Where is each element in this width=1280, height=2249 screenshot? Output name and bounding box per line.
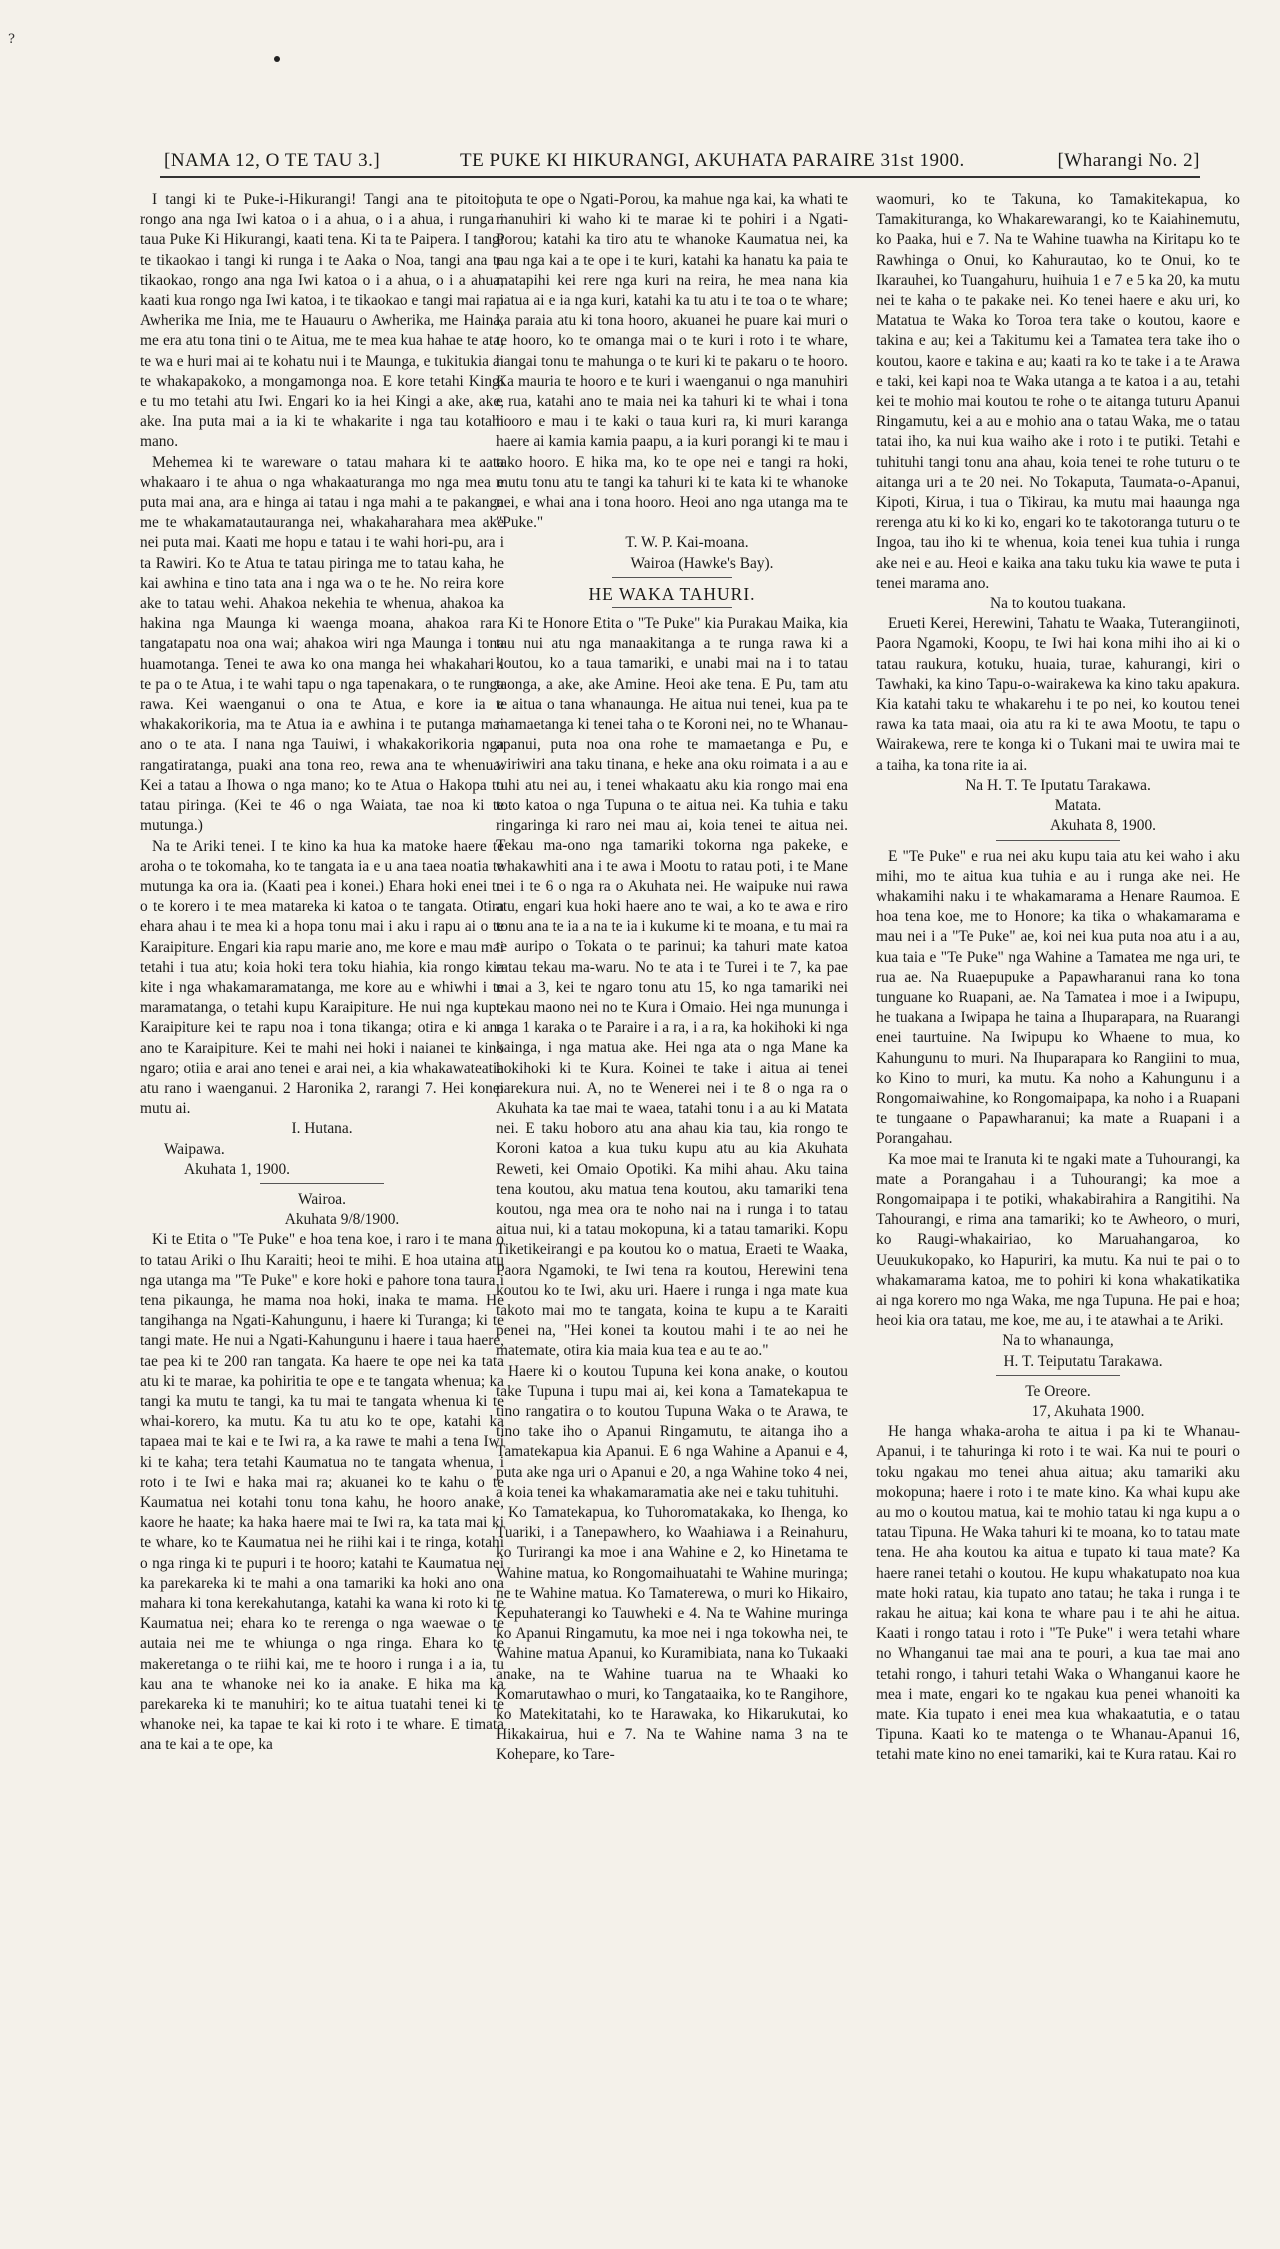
article-paragraph: Ka moe mai te Iranuta ki te ngaki mate a Tuhourangi, ka mate a Porangahau i a Tuhourangi; ka moe a Rongomaipapa i te potiki, whakabirahira a Rangitihi. Na Tahourangi, e rima ana tamariki; ko te Awheoro, o muri, ko Raugi-whakairiao, ko Maruahangaroa, ko Ueuukukopako, ko Hapuriri, ka mutu. Ka nui te pai o to whakamarama katoa, me to pohiri ki kona whakatikatika ai nga korero mo nga Waka, me nga Tupuna. He pai e hoa; heoi kia ora tatau, me koe, me au, i te atawhai a te Ariki. xyxy=(876,1150,1240,1330)
signature-place: Matata. xyxy=(1054,797,1102,815)
section-divider xyxy=(612,607,732,608)
article-paragraph: puta te ope o Ngati-Porou, ka mahue nga kai, ka whati te manuhiri ki waho ki te marae ki te pohiri i a Ngati-Porou; katahi ka tiro atu te whanoke Kaumatua nei, ka pau nga kai a te ope i te kuri, katahi ka hanatu ka paia te matapihi kei rere nga kuri na reira, he mea nana kia patua ai e ia nga kuri, katahi ka tu atu i te toa o te whare; ka paraia atu ki tona hooro, akuanei he puare kai muri o te hooro, ko te omanga mai o te kuri i roto i te whare, hangai tonu te mahunga o te kuri ki te pakaru o te hooro. Ka mauria te hooro e te kuri i waenganui o nga manuhiri e rua, katahi ano te maia nei ka tahuri ki te whai i tona hooro e mau i te kaki o taua kuri ra, ki muri karanga haere ai kamia kamia paapu, a ia kuri porangi ki te mau i tako hooro. E hika ma, ko te ope nei e tangi ra hoki, mutu tonu atu te tangi ka tahuri ki te kata ki te whanoke nei, e whai ana i tona hooro. Heoi ano nga utanga ma te "Puke." xyxy=(496,191,848,532)
newspaper-title: TE PUKE KI HIKURANGI, AKUHATA PARAIRE 31st 1900. xyxy=(460,150,965,171)
article-paragraph: Mehemea ki te wareware o tatau mahara ki te aata whakaaro i te ahua o nga whakaaturanga mo nga mea e puta mai ana, ara e hinga ai tatau i nga mahi a te pakanga me te whakamatautauranga nei, whakaharahara mea ake nei puta mai. Kaati me hopu e tatau i te wahi hori-pu, ara i ta Rawiri. Ko te Atua te tatau piringa me to tatau kaha, he kai awhina e tino tata ana i nga wa o te he. No reira kore ake to tatau wehi. Ahakoa nekehia te whenua, ahakoa ka hakina nga Maunga ki waenga moana, ahakoa rara tangatapatu noa ona wai; ahakoa wiri nga Maunga i tona huamotanga. Tenei te awa ko ona manga hei whakahari i te pa o te Atua, i te wahi tapu o nga tapenakara, o te runga rawa. Kei waenganui o ona te Atua, e kore ia e whakakorikoria, ma te Atua ia e awhina i te putanga mai ano o te ata. I nana nga Tauiwi, i whakakorikoria nga rangatiratanga, puaki ana tona reo, rewa ana te whenua. Kei a tatau a Ihowa o nga mano; ko te Atua o Hakopa to tatau piringa. (Kei te 46 o nga Waiata, tae noa ki te mutunga.) xyxy=(140,453,504,835)
section-divider xyxy=(996,1375,1120,1376)
signature-name: Na H. T. Te Iputatu Tarakawa. xyxy=(965,776,1151,794)
article-paragraph: I tangi ki te Puke-i-Hikurangi! Tangi ana te pitoitoi, rongo ana nga Iwi katoa o i a ahua, o i a ahua, i runga i taua Puke Ki Hikurangi, kaati tena. Ki ta te Paipera. I tangi te tikaokao i tangi ki runga i te Aaka o Noa, tangi ana te tikaokao, rongo ana nga Iwi katoa o i a ahua, o i a ahua, kaati kua rongo nga Iwi katoa, i te tikaokao e tangi mai ra i Awherika me Inia, me te Hauauru o Awherika, me Haina, me era atu tona tini o te Aitua, me te mea kua hahae te ata, te wa e huri mai ai te kohatu nui i te Maunga, e tukitukia ai te whakapakoko, a mongamonga noa. E kore tetahi Kingi e tu mo tetahi atu Iwi. Engari ko ia hei Kingi a ake, ake, ake. Ina puta mai a ia ki te whakarite i nga tau kotahi mano. xyxy=(140,191,504,451)
article-paragraph: Haere ki o koutou Tupuna kei kona anake, o koutou take Tupuna i tupu mai ai, kei kona a Tamatekapua te tino rangatira o to koutou Tupuna Waka o te Arawa, te tino take iho o Apanui Ringamutu, te aitanga iho a Tamatekapua kia Apanui. E 6 nga Wahine a Apanui e 4, puta ake nga uri o Apanui e 20, a nga Wahine toko 4 nei, a koia tenei ka whakamaramatia ake nei e taku tuhituhi. xyxy=(496,1362,848,1501)
article-paragraph: Na te Ariki tenei. I te kino ka hua ka matoke haere te aroha o te tokomaha, ko te tangata ia e u ana taea noatia te mutunga ka ora ia. (Kaati pea i konei.) Ehara hoki enei tu o te korero i te mea matareka ki katoa o te tangata. Otira ehara ahau i te mea ki a hopa tonu mai i aku i rapu ai o te Karaipiture. Engari kia rapu marie ano, me kore e mau mai tetahi i tua atu; koia hoki tera toku hiahia, kia rongo kia kite i nga whakamaramatanga, me kore au e whiwhi i te maramatanga, o tetahi kupu Karaipiture. He nui nga kupu Karaipiture kei te rapu noa i tona tikanga; otira e ki ana ano te Karaipiture. Kei te mahi nei hoki i naianei te kino ngaro; otiia e arai ano tenei e arai nei, a kia whakawateatia atu rano i waenganui. 2 Haronika 2, rarangi 7. Hei konei mutu ai. xyxy=(140,837,504,1118)
signature-place: Wairoa (Hawke's Bay). xyxy=(630,554,774,572)
page-header xyxy=(160,146,1200,178)
margin-mark: ? xyxy=(8,32,15,47)
signature-name: T. W. P. Kai-moana. xyxy=(625,534,749,552)
signature-name: H. T. Teiputatu Tarakawa. xyxy=(1003,1352,1163,1370)
signature-place: Waipawa. xyxy=(164,1140,225,1158)
article-paragraph: He hanga whaka-aroha te aitua i pa ki te Whanau-Apanui, i te tahuringa ki roto i te wai. Ka nui te pouri o toku ngakau mo tenei ahua aitua; aku tamariki aku mokopuna; haere i roto i te mate kino. Ka whai kupu ake au mo o koutou matua, kai te mohio tatau ki nga kupu a o tatau Tipuna. He Waka tahuri ki te moana, ko to tatau mate tena. He aha koutou ka aitua e tupato ki taua mate? Ka haere ranei tetahi o koutou. He kupu whakatupato noa kua mate hoki ratau, kia tupato ano tatau; he taka i runga i te rakau he aitua; kai kona te whare pau i te ahi he aitua. Kaati i rongo tatau i roto i "Te Puke" i wera tetahi whare no Whanganui tae mai ana te pouri, a kua tae mai ano tetahi rongo, i tahuri tetahi Waka o Whanganui kaore he mea i mate, engari ko te ngakau kua penei whanoiti ka mate. Kia tupato i enei mea kua whakaatutia, e o tatau Tipuna. Kaati ko te matenga o te Whanau-Apanui 16, tetahi mate kino no enei tamariki, kai te Kura ratau. Kai ro xyxy=(876,1423,1240,1764)
signature-name: I. Hutana. xyxy=(291,1120,353,1138)
letter-place: Wairoa. xyxy=(298,1190,346,1208)
column-1 xyxy=(140,190,504,2190)
letter-date: 17, Akuhata 1900. xyxy=(1031,1402,1145,1420)
signature-date: Akuhata 1, 1900. xyxy=(184,1160,291,1178)
article-paragraph: E "Te Puke" e rua nei aku kupu taia atu kei waho i aku mihi, mo te aitua kua tuhia e au i runga ake nei. He whakamihi naku i te whakamarama a Henare Raumoa. E hoa tena koe, me to Honore; ka tika o whakamarama e mau nei i a "Te Puke" ae, koi nei kua puta noa atu i a au, kua taia e "Te Puke" nga Wahine a Tamatea me nga uri, te rua ae. Na Ruaepupuke a Papawharanui rana ko tona tunguane ko Ruapani, ae. Na Tamatea i moe i a Iwipupu, he tuakana a Iwipapa he taina a Ihuparapara, na Ruarangi enei taurtuine. Na Iwipupu ko Whaene to mua, ko Kahungunu to muri. Na Ihuparapara ko Rangiini to mua, ko Kino to muri, ka mutu. Ka noho a Kahungunu i a Rongomaiwahine, ko Rongomaipapa, ka noho i a Ruapani te tungaane o Papawharanui; ka mate a Ruapani i a Porangahau. xyxy=(876,847,1240,1148)
page-number: [Wharangi No. 2] xyxy=(1057,150,1200,171)
article-paragraph: waomuri, ko te Takuna, ko Tamakitekapua, ko Tamakituranga, ko Whakarewarangi, ko te Kaiahinemutu, ko Paaka, hui e 7. Na te Wahine tuawha na Kiritapu ko te Rawhinga o Onui, ko Kahurautao, ko te Onui, ko te Ikarauhei, ko Tuangahuru, huihuia 1 e 7 e 5 ka 20, ka mutu nei te kaha o te pakake nei. Ko tenei haere e aku uri, ko Matatua te Waka ko Toroa tera take o koutou, kaore e takina e au; kei a Takitumu kei a Tamatea tera take iho o koutou, kaore e takina e au; kaati ra ko te take i a te Arawa e taki, kei kapi noa te Waka utanga a te katoa i a au, tetahi kei te mohio mai koutou te rohe o te aitanga tuturu Apanui Ringamutu, kei a au e mohio ana o tatau Waka, me o tatau tatai iho, ka nui kua waiho ake i roto i te putiki. Tetahi e tuhituhi tangi tonu ana ahau, koia tenei te rohe tuturu o te aitanga uri a te 20 nei. No Tokaputa, Taumata-o-Apanui, Kipoti, Kirua, i tua o Tikirau, ka mutu mai haaunga nga rerenga atu ki ko ki ko, engari ko te takotoranga tuturu o te Ingoa, tau iho ki te whenua, koia tenei kua tuhia i runga ake nei e au. Heoi e kaika ana taku tuku kia wawe te puta i tenei marama ano. xyxy=(876,191,1240,592)
issue-number: [NAMA 12, O TE TAU 3.] xyxy=(164,150,381,171)
section-divider xyxy=(260,1183,384,1184)
column-3 xyxy=(876,190,1240,2190)
signature-line: Na to koutou tuakana. xyxy=(990,595,1126,613)
article-paragraph: Ki te Honore Etita o "Te Puke" kia Purakau Maika, kia tau nui atu nga manaakitanga a te runga rawa ki a koutou, ko a taua tamariki, e unabi mai na i to tatau taonga, a ake, ake Amine. Heoi ake tena. E Pu, tam atu te aitua o tana whanaunga. He aitua nui tenei, kua pa te mamaetanga ki tenei taha o te Koroni nei, no te Whanau-apanui, puta noa ona rohe te mamaetanga e Pu, e wiriwiri ana taku tinana, e heke ana oku roimata i a au e tuhi atu nei au, i tenei whakaatu aku kia rongo mai ena toto katoa o nga Tupuna o te aitua nei. Ka tuhia e taku ringaringa ki raro nei mau ai, koia tenei te aitua nei. Tekau ma-ono nga tamariki tokorna nga pakeke, e whakawhiti ana i te awa i Mootu to ratau poti, i te Mane nei i te 6 o nga ra o Akuhata nei. He waipuke nui rawa atu, engari kua hoki haere ano te wai, a ko te awa e riro tonu ana te ia a na te ia i kukume ki te moana, e tu mai ra te auripo o Tokata o te parinui; ka tahuri mate katoa ratau tekau ma-waru. No te ata i te Turei i te 7, ka pae mai a 3, kei te ngaro tonu atu 15, ko nga tamariki nei tekau maono nei no te Kura i Omaio. Hei nga mununga i nga 1 karaka o te Paraire i a ra, i a ra, ka hokihoki ki nga kainga, i nga matua ake. Hei nga ata o nga Mane ka hokihoki ki te Kura. Koinei te take i aitua ai tenei parekura nui. A, no te Wenerei nei i te 8 o nga ra o Akuhata ka tae mai te waea, tatahi tonu i a au ki Matata nei. E taku hoboro atu ana ahau kia tau, kia rongo te Koroni katoa a kua tuku kupu atu au kia Akuhata Reweti, kei Omaio Opotiki. Ka mihi ahau. Aku taina tena koutou, aku matua tena koutou, aku tamariki tena koutou, nga mea ora te noho nai na i runga i to tatau aitua nui, ki a tatau mokopuna, ki a tatau tamariki. Kopu Tiketikeirangi e pa koutou ko o matua, Eraeti te Waaka, Paora Ngamoki, te Iwi tena ra koutou, Herewini tena koutou ko te Iwi, aku uri. Haere i runga i nga mate kua takoto mai mo te tangata, koina te kupu a te Karaiti penei na, "Hei konei ta koutou mahi i te ao nei he matemate, otira kia maia kua tea e au te ao." xyxy=(496,615,848,1360)
letter-place: Te Oreore. xyxy=(1025,1382,1091,1400)
article-paragraph: Ki te Etita o "Te Puke" e hoa tena koe, i raro i te mana o to tatau Ariki o Ihu Karaiti; heoi te mihi. E hoa utaina atu nga utanga ma "Te Puke" e kore hoki e pahore tona taura i tena pikaunga, he mama noa hoki, inaka te mama. He tangihanga na Ngati-Kahungunu, i haere ki Turanga; ki te tangi mate. He nui a Ngati-Kahungunu i haere i taua haere, tae pea ki te 200 ran tangata. Ka haere te ope nei ka tata atu ki te marae, ka pohiritia te ope e te tangata whenua; ka tangi ka mutu te tangi, ka tu mai te tangata whenua ki te whai-korero, ka mutu. Ka tu atu ko te ope, katahi ka tapaea mai te kai e te Iwi ra, a ka rawe te mahi a tena Iwi ki te kaha; tera tetahi Kaumatua no te tangata whenua, i roto i te Iwi e haka mai ra; akuanei ko te kahu o te Kaumatua nei kotahi tonu tona kahu, he hooro anake, kaore he haate; ka haka haere mai te Iwi ra, ka tata mai ki te whare, ko te Kaumatua nei he riihi kai i te ringa, kotahi o nga ringa ki te pupuri i te hooro; katahi te Kaumatua nei ka parekareka ki te mahi a ona tamariki ka hoki ano ona mahara ki tona kerekahutanga, katahi ka wana ki roto ki te Kaumatua nei; ehara ko te rerenga o nga waewae o te autaia nei me te whiunga o nga ringa. Ehara ko te makeretanga o te riihi kai, me te hooro i runga i a ia, tu kau ana te whanoke nei ko ia anake. E hika ma ka parekareka ki te manuhiri; ko te aitua tuatahi tenei ki te whanoke nei, ka tapae te kai ki roto i te whare. E timata ana te kai a te ope, ka xyxy=(140,1231,504,1754)
article-title: HE WAKA TAHURI. xyxy=(588,583,756,604)
article-paragraph: Ko Tamatekapua, ko Tuhoromatakaka, ko Ihenga, ko Tuariki, i a Tanepawhero, ko Waahiawa i a Reinahuru, ko Turirangi ka moe i ana Wahine e 2, ko Hinetama te Wahine matua, ko Rongomaihuatahi te Wahine muringa; ne te Wahine matua. Ko Tamaterewa, o muri ko Hikairo, Kepuhaterangi ko Tauwheki e 4. Na te Wahine muringa ko Apanui Ringamutu, ka moe nei i nga tokowha nei, te Wahine matua Apanui, ko Kuramibiata, nana ko Tukaaki anake, na te Wahine tuarua na te Whaaki ko Komarutawhao o muri, ko Tangataaika, ko te Rangihore, ko Matekitatahi, ko te Harawaka, ko Hikarukutai, ko Hikakairua, hui e 7. Na te Wahine nama 3 na te Kohepare, ko Tare- xyxy=(496,1504,848,1764)
section-divider xyxy=(996,840,1120,841)
article-paragraph: Erueti Kerei, Herewini, Tahatu te Waaka, Tuterangiinoti, Paora Ngamoki, Koopu, te Iwi hai kona mihi iho ai ki o tatau raukura, kotuku, huaia, turae, kahurangi, kiri o Tawhaki, ka kino Tapu-o-wairakewa ka kino taku apakura. Kia katahi taku te whakarehu i te po nei, ko koutou tenei rawa ka tata maai, oia atu ra ki te awa Mootu, te tapu o Wairakewa, rere te konga ki o Tukani mai te uwira mai te a taiha, ka tona rite ia ai. xyxy=(876,615,1240,774)
signature-line: Na to whanaunga, xyxy=(1002,1332,1114,1350)
signature-date: Akuhata 8, 1900. xyxy=(1049,817,1156,835)
letter-date: Akuhata 9/8/1900. xyxy=(284,1211,400,1229)
section-divider xyxy=(612,577,732,578)
column-2 xyxy=(496,190,848,2190)
ink-dot xyxy=(274,56,280,62)
